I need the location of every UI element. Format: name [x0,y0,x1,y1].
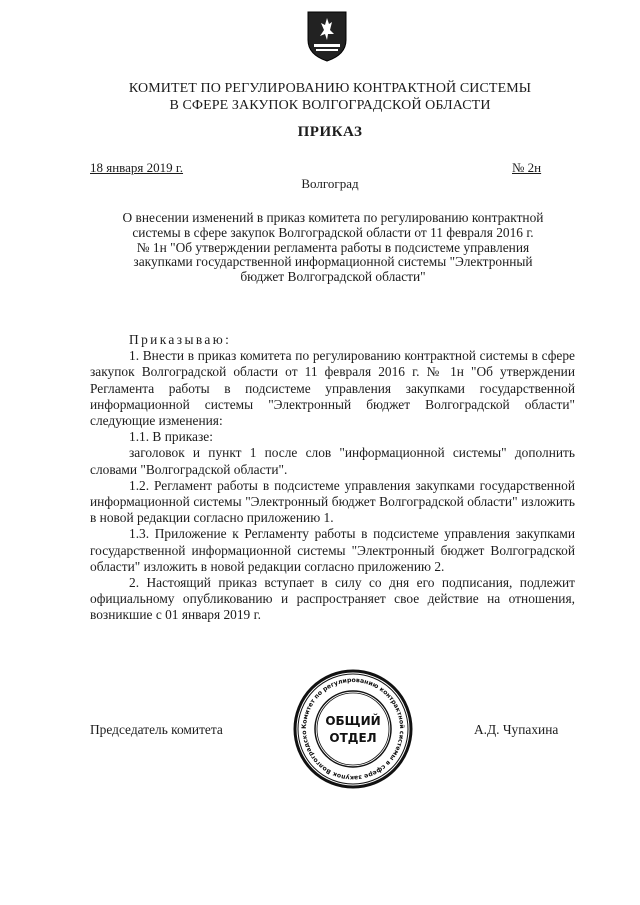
document-number: № 2н [512,160,542,175]
document-date: 18 января 2019 г. [90,160,184,175]
body-paragraph: 2. Настоящий приказ вступает в силу со дня его подписания, подлежит официальному опубликованию и распространяет свое действие на отношения, возникшие с 01 января 2019 г. [90,575,575,623]
official-stamp [292,669,414,789]
body-paragraph: 1.2. Регламент работы в подсистеме управления закупками государственной информационной системы "Электронный бюджет Волгоградской области" изложить в новой редакции согласно приложению 1. [90,477,575,526]
stamp-ring-text: Комитет по регулированию контрактной системы в сфере закупок Волгоградско [300,676,406,782]
subject-line: системы в сфере закупок Волгоградской области от 11 февраля 2016 г. [132,224,534,240]
organization-name [60,80,600,114]
body-paragraph: заголовок и пункт 1 после слов "информационной системы" дополнить словами "Волгоградской области". [90,445,575,477]
stamp-center-line-2: ОТДЕЛ [329,731,377,745]
body-paragraph: 1.3. Приложение к Регламенту работы в подсистеме управления закупками государственной информационной системы "Электронный бюджет Волгоградской области" изложить в новой редакции согласно приложению 2. [90,526,575,574]
document-body [90,332,575,624]
signatory-title: Председатель комитета [90,722,223,737]
body-paragraph: 1.1. В приказе: [129,429,213,445]
coat-of-arms-icon [306,10,348,62]
document-city: Волгоград [301,176,359,191]
organization-line-2: В СФЕРЕ ЗАКУПОК ВОЛГОГРАДСКОЙ ОБЛАСТИ [169,98,491,113]
subject-line: бюджет Волгоградской области" [240,269,426,285]
stamp-center-line-1: ОБЩИЙ [325,714,381,728]
document-type-title: ПРИКАЗ [297,124,363,140]
subject-line: № 1н "Об утверждении регламента работы в подсистеме управления [136,239,530,255]
body-paragraph: 1. Внести в приказ комитета по регулированию контрактной системы в сфере закупок Волгоградской области от 11 февраля 2016 г. № 1н "Об утверждении Регламента работы в подсистеме управления закупками государственной информационной системы "Электронный бюджет Волгоградской области" следующие изменения: [90,348,575,429]
document-subject [91,211,575,285]
order-word: Приказываю: [129,332,232,347]
subject-line: О внесении изменений в приказ комитета по регулированию контрактной [122,210,544,225]
signatory-name: А.Д. Чупахина [474,722,559,737]
subject-line: закупками государственной информационной системы "Электронный [133,254,533,270]
organization-line-1: КОМИТЕТ ПО РЕГУЛИРОВАНИЮ КОНТРАКТНОЙ СИСТЕМЫ [128,81,532,96]
